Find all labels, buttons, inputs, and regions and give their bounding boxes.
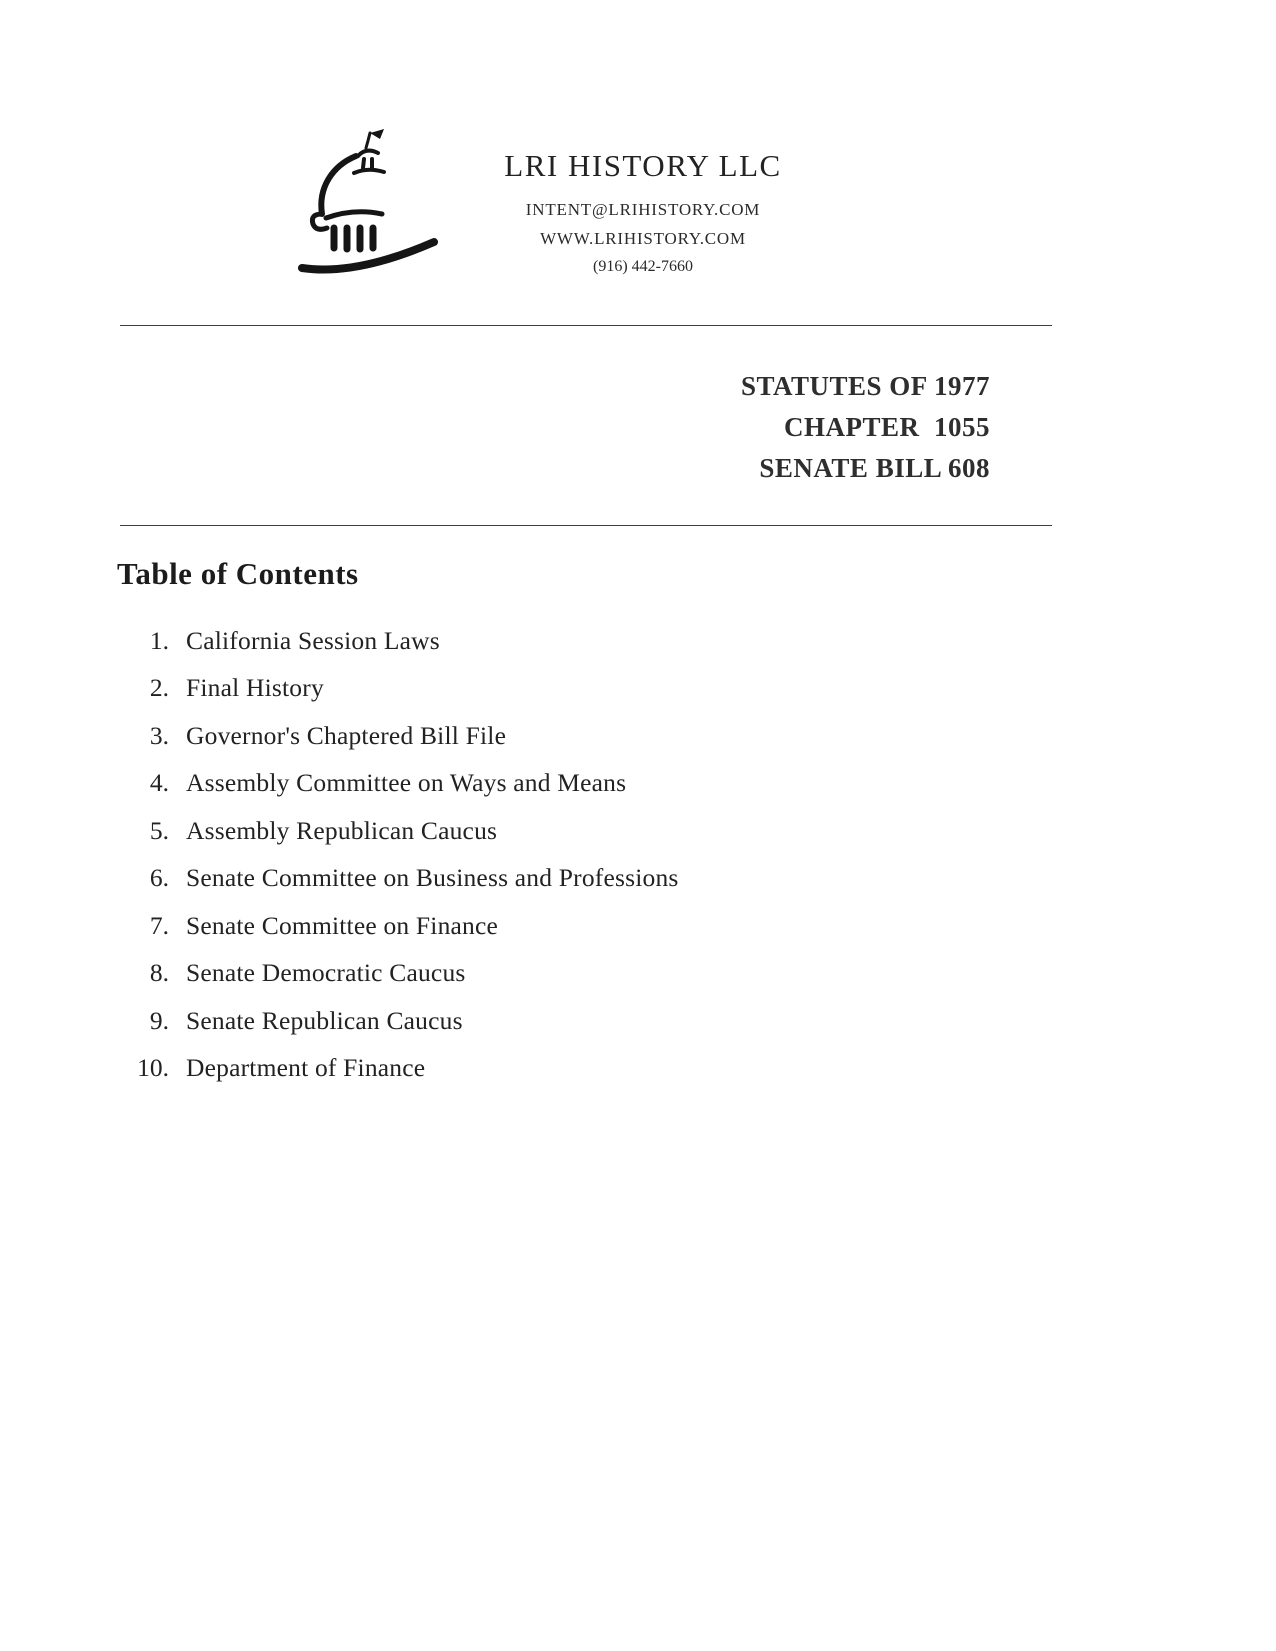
toc-item-number: 10. <box>137 1053 169 1083</box>
toc-item <box>117 807 679 855</box>
company-website: WWW.LRIHISTORY.COM <box>540 229 746 248</box>
toc-item-number: 3. <box>149 720 169 750</box>
company-email: INTENT@LRIHISTORY.COM <box>525 200 761 219</box>
senate-bill-line: SENATE BILL 608 <box>759 453 990 483</box>
toc-item-number: 9. <box>149 1005 169 1035</box>
toc-item <box>117 665 679 713</box>
toc-item-label: Assembly Republican Caucus <box>186 815 498 845</box>
divider-top <box>120 325 1052 326</box>
toc-item-label: Assembly Committee on Ways and Means <box>186 768 627 798</box>
divider-bottom <box>120 525 1052 526</box>
company-phone: (916) 442-7660 <box>593 258 693 275</box>
contact-block <box>478 126 808 286</box>
capitol-building-logo-icon <box>298 126 440 286</box>
toc-item <box>117 760 679 808</box>
statutes-year-line: STATUTES OF 1977 <box>740 371 990 401</box>
toc-item-number: 6. <box>149 863 169 893</box>
document-title-block <box>741 366 990 489</box>
toc-item-number: 5. <box>149 815 169 845</box>
toc-item-label: Senate Committee on Business and Professions <box>186 863 679 893</box>
toc-item-label: California Session Laws <box>186 625 440 655</box>
toc-item-number: 2. <box>149 673 169 703</box>
toc-item-number: 4. <box>149 768 169 798</box>
letterhead <box>298 126 808 286</box>
toc-item <box>117 950 679 998</box>
toc-item-label: Governor's Chaptered Bill File <box>186 720 507 750</box>
toc-item <box>117 712 679 760</box>
toc-item <box>117 617 679 665</box>
toc-list <box>117 617 679 1092</box>
toc-item <box>117 997 679 1045</box>
toc-item-number: 8. <box>149 958 169 988</box>
toc-item <box>117 902 679 950</box>
toc-item-label: Department of Finance <box>186 1053 426 1083</box>
chapter-number-line: CHAPTER 1055 <box>783 412 990 442</box>
company-name: LRI HISTORY LLC <box>504 148 782 183</box>
toc-item-label: Senate Committee on Finance <box>186 910 499 940</box>
toc-item <box>117 1045 679 1093</box>
toc-item-number: 1. <box>149 625 169 655</box>
toc-item-label: Senate Democratic Caucus <box>186 958 466 988</box>
toc-item-number: 7. <box>149 910 169 940</box>
toc-item-label: Senate Republican Caucus <box>186 1005 463 1035</box>
toc-item <box>117 855 679 903</box>
toc-heading: Table of Contents <box>117 556 359 591</box>
toc-item-label: Final History <box>186 673 324 703</box>
